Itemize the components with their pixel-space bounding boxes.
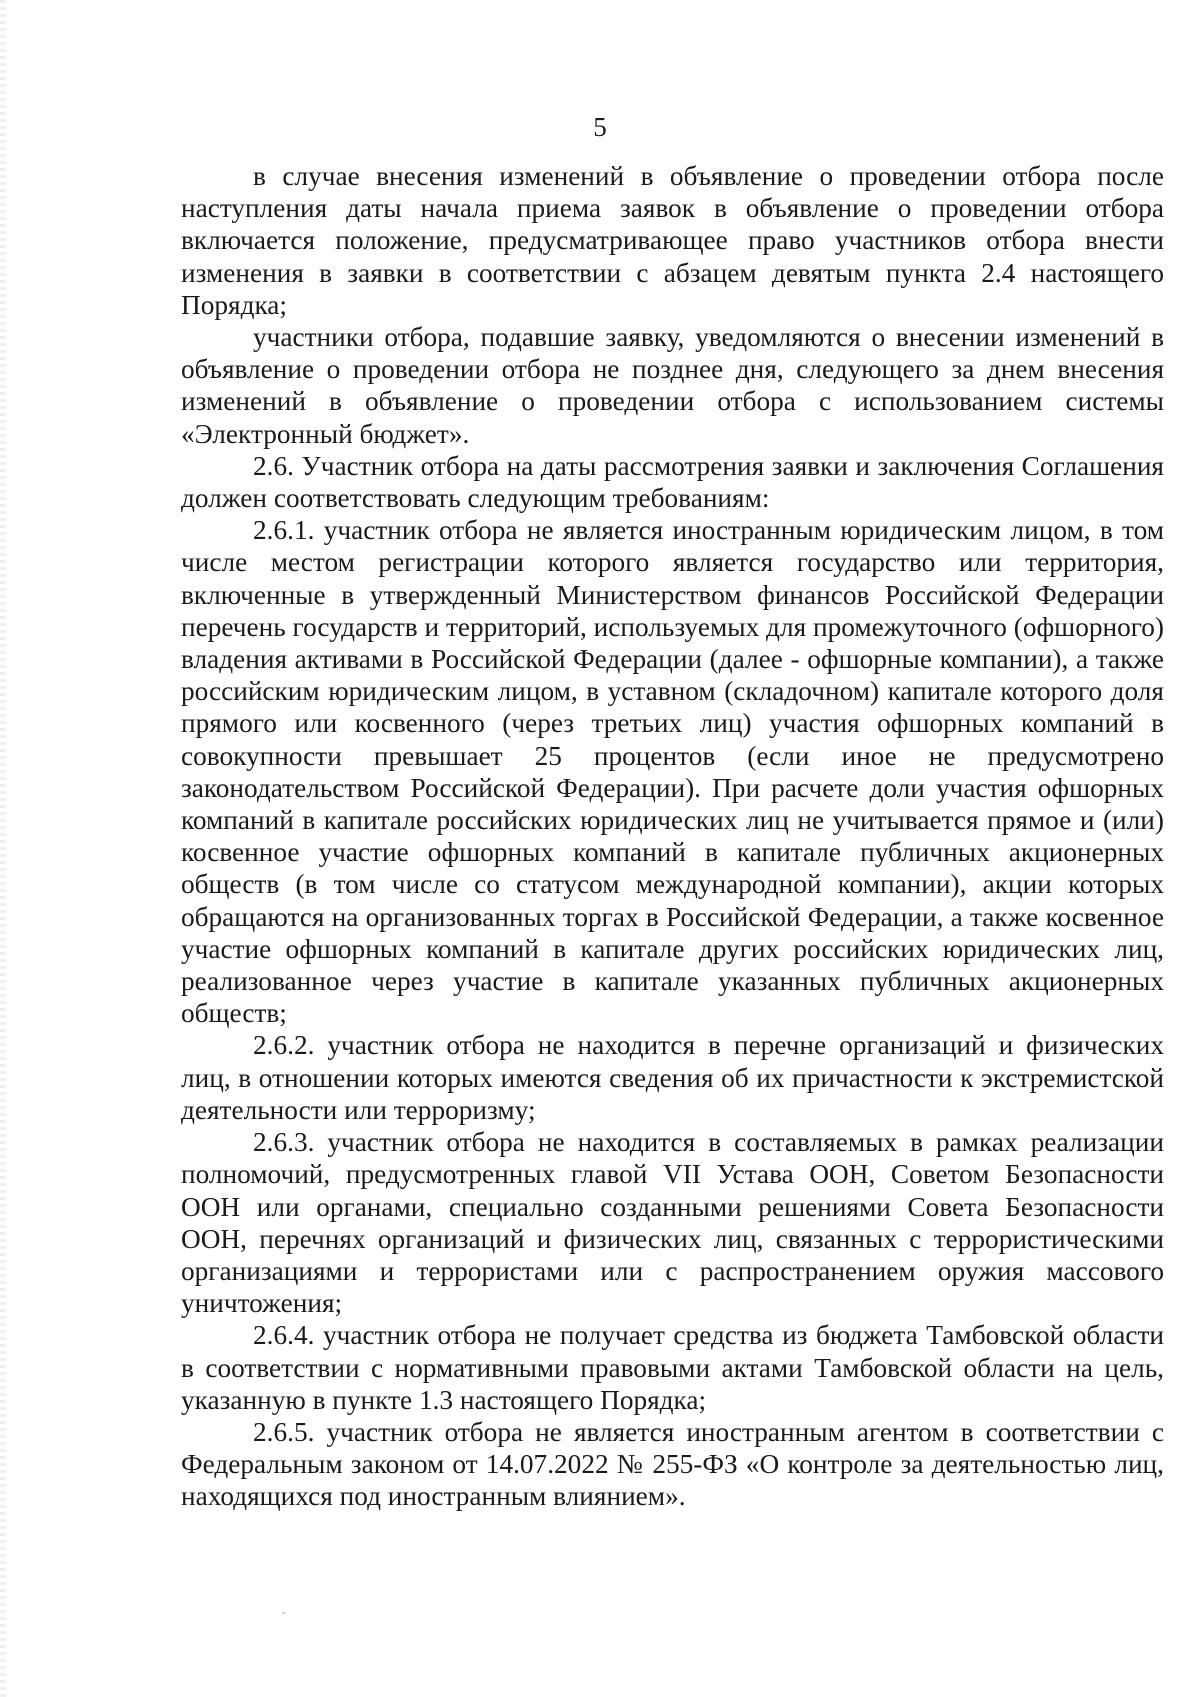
paragraph-amendment-notice: в случае внесения изменений в объявление о проведении отбора после наступления даты начала приема заявок в объявление о проведении отбора включается положение, предусматривающее право участников отбора внести изменения в заявки в соответствии с абзацем девятым пункта 2.4 настоящего Порядка; [181, 161, 1164, 320]
scan-artifact [282, 1612, 285, 1614]
paragraph-2-6-1: 2.6.1. участник отбора не является иностранным юридическим лицом, в том числе местом регистрации которого является государство или территория, включенные в утвержденный Министерством финансов Российской Федерации перечень государств и территорий, используемых для промежуточного (офшорного) владения активами в Российской Федерации (далее - офшорные компании), а также российским юридическим лицом, в уставном (складочном) капитале которого доля прямого или косвенного (через третьих лиц) участия офшорных компаний в совокупности превышает 25 процентов (если иное не предусмотрено законодательством Российской Федерации). При расчете доли участия офшорных компаний в капитале российских юридических лиц не учитывается прямое и (или) косвенное участие офшорных компаний в капитале публичных акционерных обществ (в том числе со статусом международной компании), акции которых обращаются на организованных торгах в Российской Федерации, а также косвенное участие офшорных компаний в капитале других российских юридических лиц, реализованное через участие в капитале указанных публичных акционерных обществ; [181, 515, 1164, 1029]
paragraph-2-6-3: 2.6.3. участник отбора не находится в составляемых в рамках реализации полномочий, предусмотренных главой VII Устава ООН, Советом Безопасности ООН или органами, специально созданными решениями Совета Безопасности ООН, перечнях организаций и физических лиц, связанных с террористическими организациями и террористами или с распространением оружия массового уничтожения; [181, 1127, 1164, 1319]
paragraph-2-6-2: 2.6.2. участник отбора не находится в перечне организаций и физических лиц, в отношении которых имеются сведения об их причастности к экстремистской деятельности или терроризму; [181, 1030, 1164, 1125]
document-body [181, 160, 1164, 1513]
paragraph-participant-notification: участники отбора, подавшие заявку, уведомляются о внесении изменений в объявление о проведении отбора не позднее дня, следующего за днем внесения изменений в объявление о проведении отбора с использованием системы «Электронный бюджет». [181, 322, 1164, 449]
paragraph-2-6-4: 2.6.4. участник отбора не получает средства из бюджета Тамбовской области в соответствии с нормативными правовыми актами Тамбовской области на цель, указанную в пункте 1.3 настоящего Порядка; [181, 1320, 1164, 1415]
paragraph-2-6-5: 2.6.5. участник отбора не является иностранным агентом в соответствии с Федеральным законом от 14.07.2022 № 255-ФЗ «О контроле за деятельностью лиц, находящихся под иностранным влиянием». [181, 1416, 1164, 1512]
page-number: 5 [593, 112, 607, 142]
scan-left-edge [0, 0, 6, 1697]
paragraph-2-6-requirements: 2.6. Участник отбора на даты рассмотрения заявки и заключения Соглашения должен соответствовать следующим требованиям: [181, 450, 1164, 514]
